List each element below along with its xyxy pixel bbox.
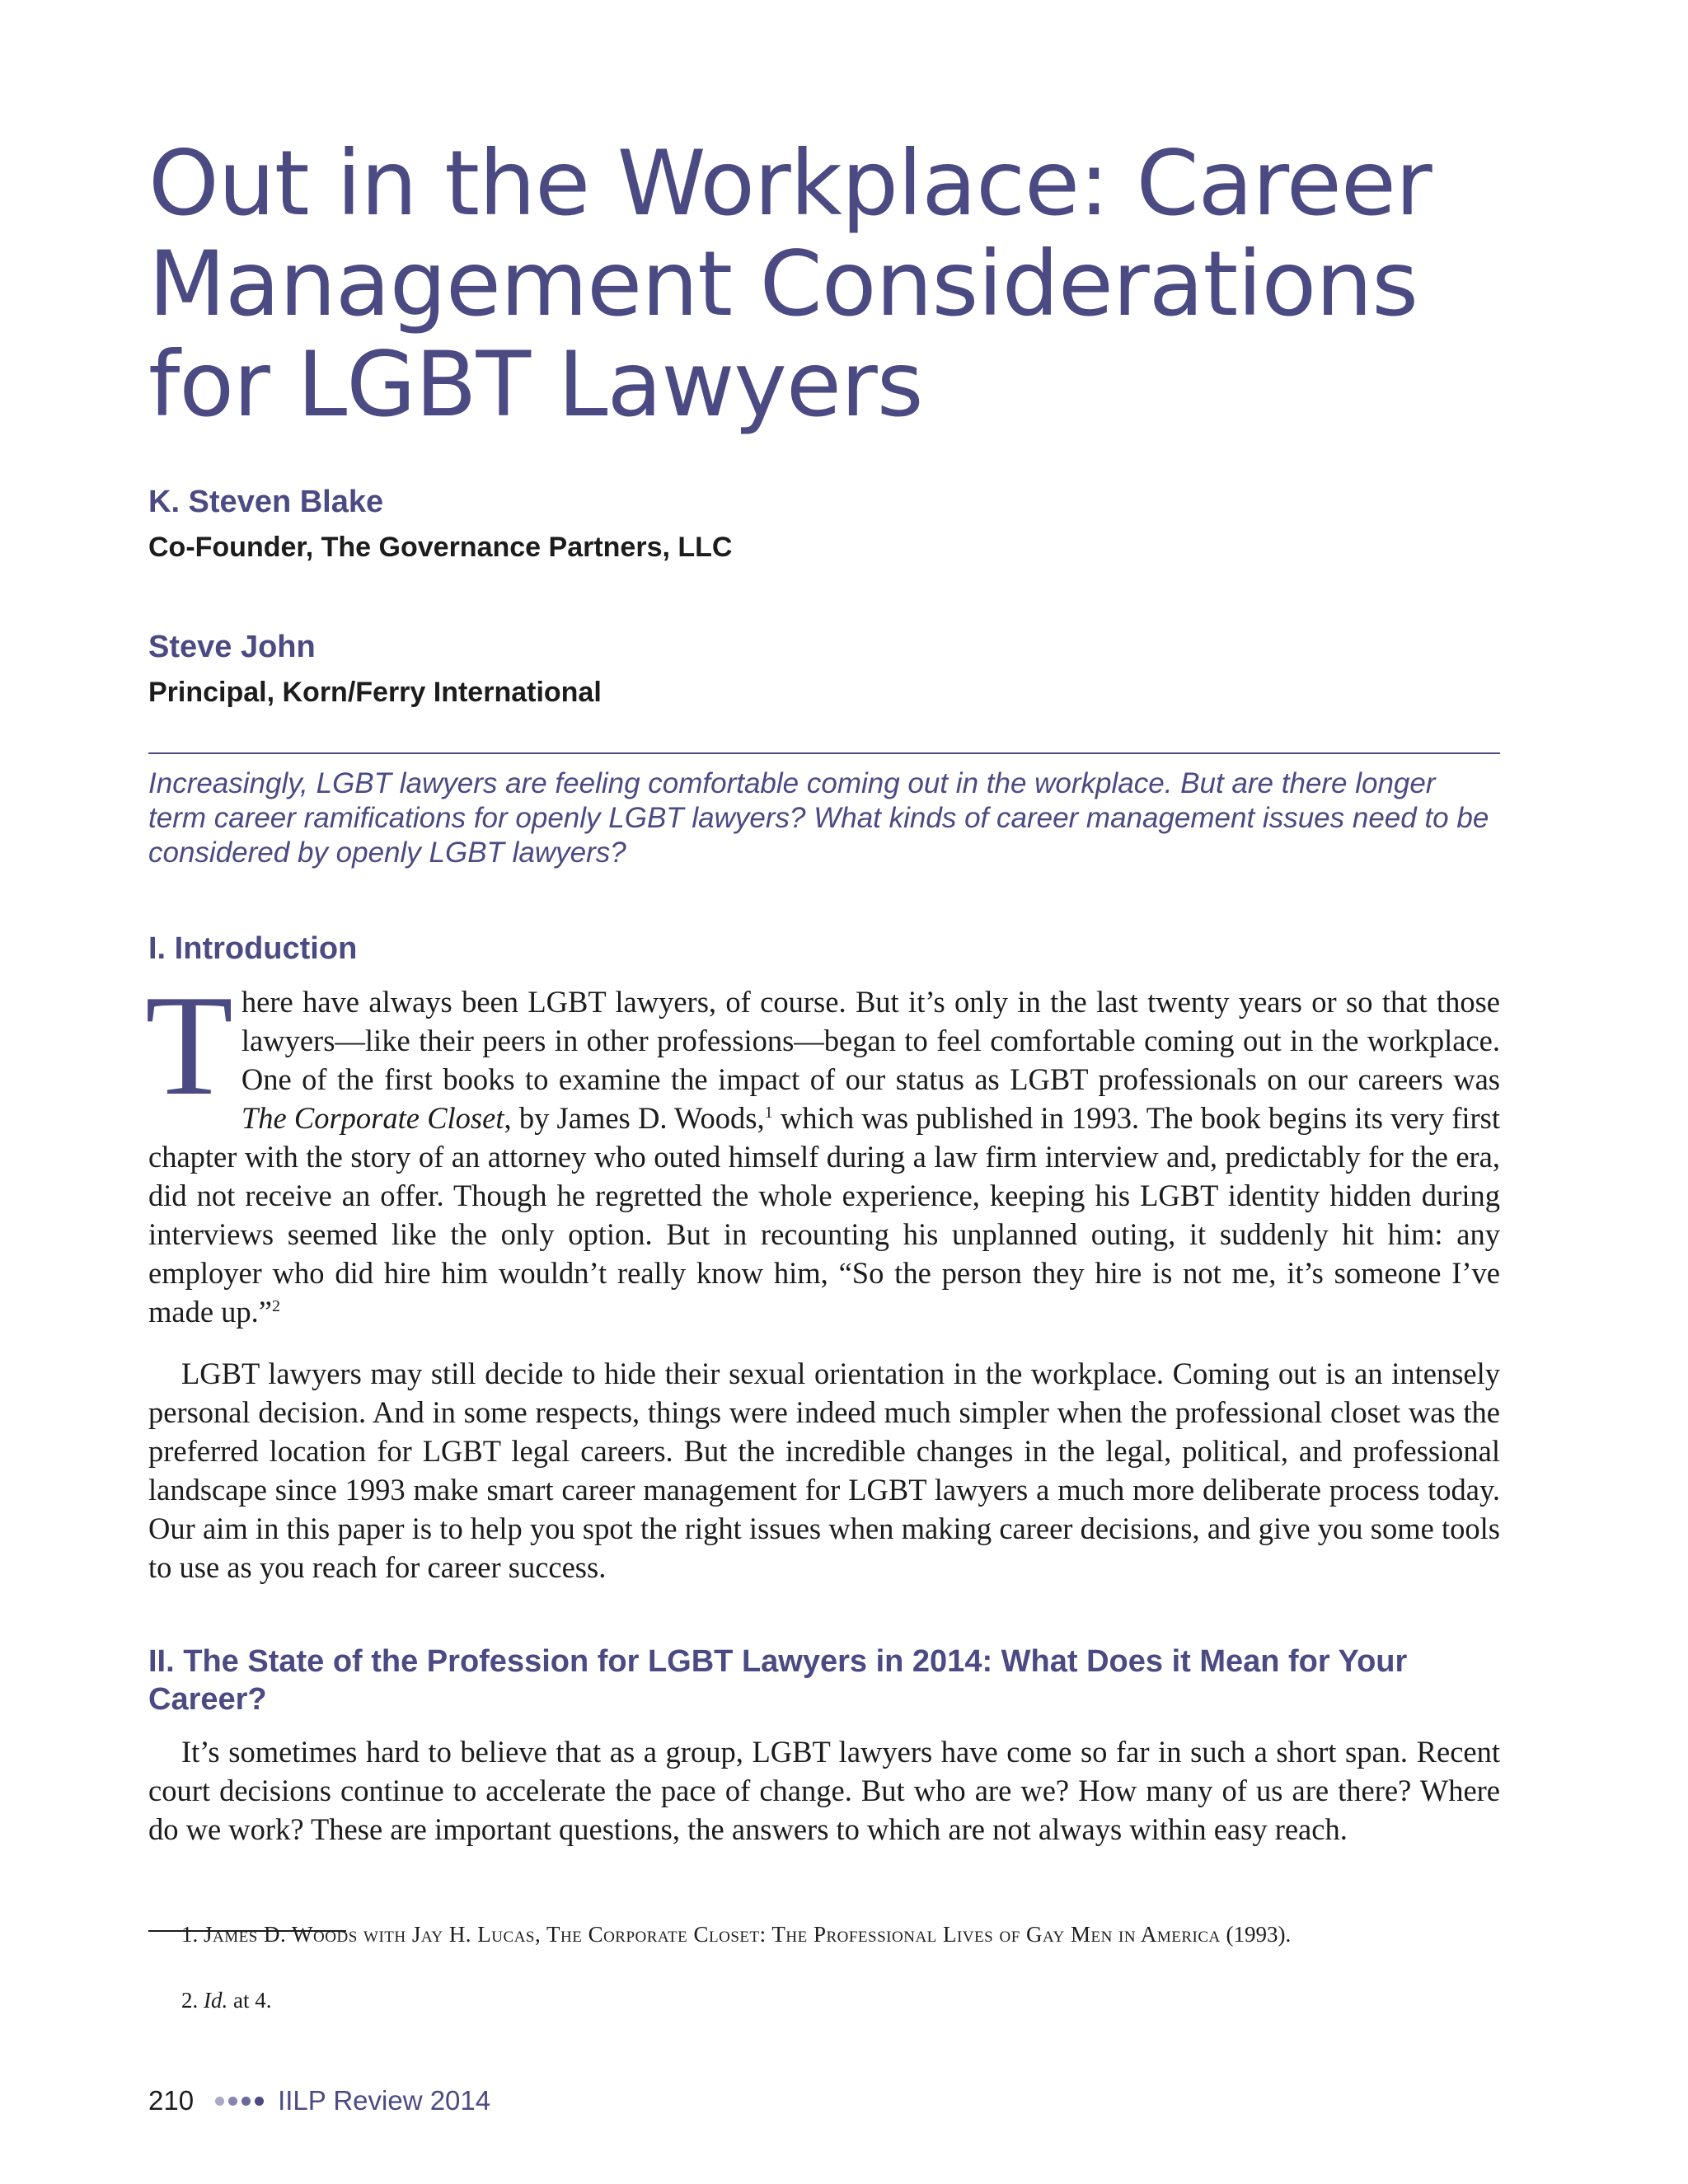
intro-paragraph-2: LGBT lawyers may still decide to hide their sexual orientation in the workplace. Coming out is an intensely personal decision. And in some respects, things were indeed much simpler when the professional closet was the preferred location for LGBT legal careers. But the incredible changes in the legal, political, and professional landscape since 1993 make smart career management for LGBT lawyers a much more deliberate process today. Our aim in this paper is to help you spot the right issues when making career decisions, and give you some tools to use as you reach for career success. <box>148 1357 1500 1584</box>
footnote-2-number: 2. <box>181 1988 199 2013</box>
footnote-1-number: 1. <box>181 1922 199 1947</box>
footnote-2 <box>148 1986 1500 2014</box>
section-heading-introduction: I. Introduction <box>148 931 358 966</box>
author-role-1: Co-Founder, The Governance Partners, LLC <box>148 532 733 563</box>
intro-text-a: here have always been LGBT lawyers, of course. But it’s only in the last twenty years or so that those lawyers—like their peers in other professions—began to feel comfortable coming out in the workplace. One of the first books to examine the impact of our status as LGBT professionals on our careers was <box>241 985 1500 1096</box>
footnote-1-year: (1993). <box>1226 1922 1292 1947</box>
footnote-1-text: James D. Woods with Jay H. Lucas, The Corporate Closet: The Professional Lives of Gay Men in America <box>204 1922 1221 1947</box>
footnote-1 <box>148 1920 1500 1948</box>
footnote-ref-1[interactable]: 1 <box>764 1103 773 1122</box>
intro-paragraph-1 <box>145 965 1500 1331</box>
drop-cap: T <box>145 965 233 1125</box>
journal-name: IILP Review 2014 <box>278 2085 491 2116</box>
author-name-2: Steve John <box>148 630 316 664</box>
author-role-2: Principal, Korn/Ferry International <box>148 677 602 708</box>
book-title: The Corporate Closet <box>241 1101 504 1135</box>
page-number: 210 <box>148 2085 195 2116</box>
page-footer <box>148 2085 490 2116</box>
section-heading-state-of-profession: II. The State of the Profession for LGBT Lawyers in 2014: What Does it Mean for Your Career? <box>148 1644 1408 1717</box>
footer-dots-icon <box>215 2097 268 2106</box>
author-name-1: K. Steven Blake <box>148 485 384 519</box>
intro-text-c: which was published in 1993. The book begins its very first chapter with the story of an attorney who outed himself during a law firm interview and, predictably for the era, did not receive an offer. Though he regretted the whole experience, keeping his LGBT identity hidden during interviews seemed like the only option. But in recounting his unplanned outing, it suddenly hit him: any employer who did hire him wouldn’t really know him, “So the person they hire is not me, it’s someone I’ve made up.” <box>148 1101 1500 1329</box>
footnote-2-id: Id. <box>204 1988 228 2013</box>
article-title: Out in the Workplace: Career Management Considerations for LGBT Lawyers <box>148 131 1432 437</box>
intro-text-b: , by James D. Woods, <box>504 1101 765 1135</box>
section-divider <box>148 752 1500 754</box>
abstract: Increasingly, LGBT lawyers are feeling comfortable coming out in the workplace. But are there longer term career ramifications for openly LGBT lawyers? What kinds of career management issues need to be considered by openly LGBT lawyers? <box>148 767 1489 869</box>
footnote-ref-2[interactable]: 2 <box>272 1296 281 1315</box>
footnote-2-text: at 4. <box>227 1988 272 2013</box>
state-paragraph-1: It’s sometimes hard to believe that as a group, LGBT lawyers have come so far in such a short span. Recent court decisions continue to accelerate the pace of change. But who are we? How many of us are there? Where do we work? These are important questions, the answers to which are not always within easy reach. <box>148 1735 1500 1846</box>
